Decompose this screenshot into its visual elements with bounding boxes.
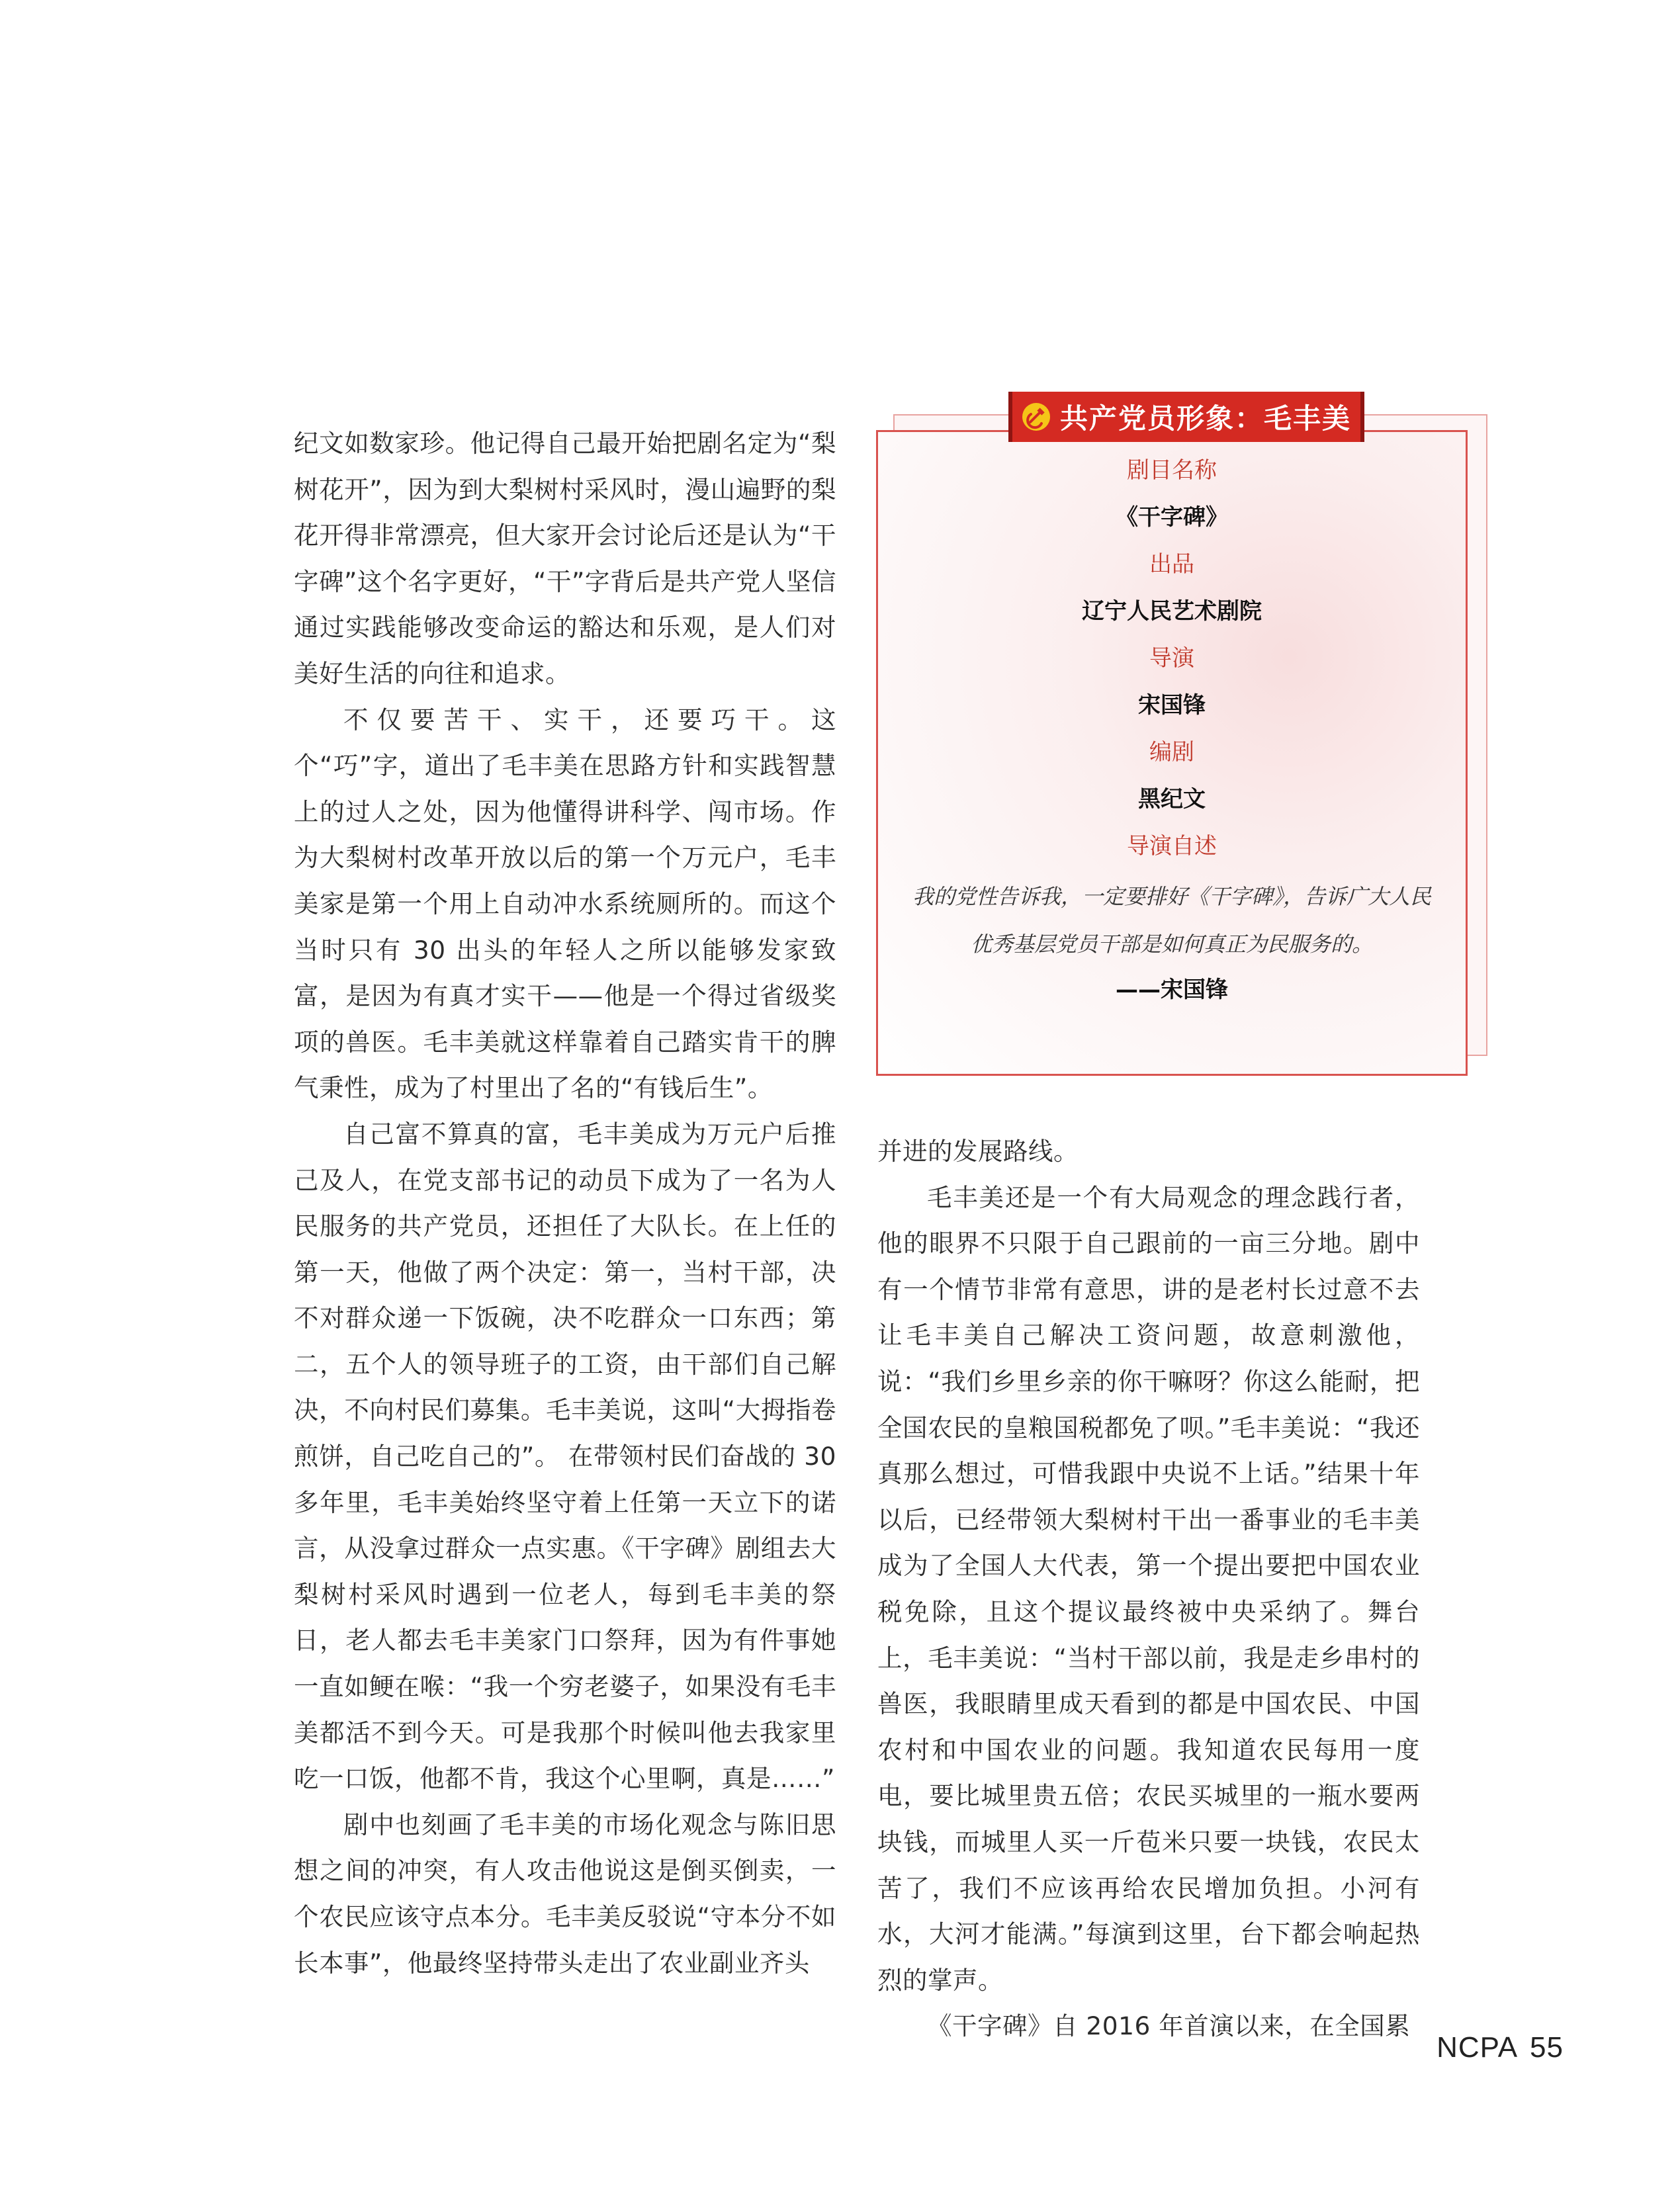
producer: 辽宁人民艺术剧院 bbox=[1082, 598, 1262, 625]
hammer-sickle-icon bbox=[1022, 402, 1051, 431]
director-label: 导演 bbox=[1149, 645, 1194, 672]
page-footer bbox=[1437, 2031, 1564, 2064]
play-name-label: 剧目名称 bbox=[1127, 457, 1217, 484]
paragraph: 毛丰美还是一个有大局观念的理念践行者，他的眼界不只限于自己跟前的一亩三分地。剧中有一个情节非常有意思，讲的是老村长过意不去让毛丰美自己解决工资问题，故意刺激他，说：“我们乡里乡亲的你干嘛呀？你这么能耐，把全国农民的皇粮国税都免了呗。”毛丰美说：“我还真那么想过，可惜我跟中央说不上话。”结果十年以后，已经带领大梨树村干出一番事业的毛丰美成为了全国人大代表，第一个提出要把中国农业税免除，且这个提议最终被中央采纳了。舞台上，毛丰美说：“当村干部以前，我是走乡串村的兽医，我眼睛里成天看到的都是中国农民、中国农村和中国农业的问题。我知道农民每用一度电，要比城里贵五倍；农民买城里的一瓶水要两块钱，而城里人买一斤苞米只要一块钱，农民太苦了，我们不应该再给农民增加负担。小河有水，大河才能满。”每演到这里，台下都会响起热烈的掌声。 bbox=[877, 1182, 1420, 1995]
right-column bbox=[877, 1129, 1420, 2050]
paragraph: 不仅要苦干、实干，还要巧干。这个“巧”字，道出了毛丰美在思路方针和实践智慧上的过人之处，因为他懂得讲科学、闯市场。作为大梨树村改革开放以后的第一个万元户，毛丰美家是第一个用上自动冲水系统厕所的。而这个当时只有 30 出头的年轻人之所以能够发家致富，是因为有真才实干——他是一个得过省级奖项的兽医。毛丰美就这样靠着自己踏实肯干的脾气秉性，成为了村里出了名的“有钱后生”。 bbox=[294, 705, 836, 1103]
sidebar-banner bbox=[1008, 392, 1364, 442]
sidebar-banner-title: 共产党员形象：毛丰美 bbox=[1059, 402, 1351, 435]
play-name: 《干字碑》 bbox=[1116, 504, 1228, 531]
writer-label: 编剧 bbox=[1149, 739, 1194, 766]
left-column bbox=[294, 421, 836, 1986]
paragraph: 并进的发展路线。 bbox=[877, 1137, 1079, 1166]
statement-signature: ——宋国锋 bbox=[1116, 977, 1228, 1003]
paragraph: 《干字碑》自 2016 年首演以来，在全国累 bbox=[927, 2011, 1411, 2041]
director: 宋国锋 bbox=[1138, 692, 1206, 719]
paragraph: 自己富不算真的富，毛丰美成为万元户后推己及人，在党支部书记的动员下成为了一名为人民服务的共产党员，还担任了大队长。在上任的第一天，他做了两个决定：第一，当村干部，决不对群众递一下饭碗，决不吃群众一口东西；第二，五个人的领导班子的工资，由干部们自己解决，不向村民们募集。毛丰美说，这叫“大拇指卷煎饼，自己吃自己的”。 在带领村民们奋战的 30 多年里，毛丰美始终坚守着上任第一天立下的诺言，从没拿过群众一点实惠。《干字碑》剧组去大梨树村采风时遇到一位老人，每到毛丰美的祭日，老人都去毛丰美家门口祭拜，因为有件事她一直如鲠在喉：“我一个穷老婆子，如果没有毛丰美都活不到今天。可是我那个时候叫他去我家里吃一口饭，他都不肯，我这个心里啊，真是……” bbox=[294, 1119, 836, 1794]
paragraph: 剧中也刻画了毛丰美的市场化观念与陈旧思想之间的冲突，有人攻击他说这是倒买倒卖，一个农民应该守点本分。毛丰美反驳说“守本分不如长本事”，他最终坚持带头走出了农业副业齐头 bbox=[294, 1810, 836, 1978]
sidebar-content bbox=[876, 447, 1468, 1012]
paragraph: 纪文如数家珍。他记得自己最开始把剧名定为“梨树花开”，因为到大梨树村采风时，漫山遍野的梨花开得非常漂亮，但大家开会讨论后还是认为“干字碑”这个名字更好，“干”字背后是共产党人坚信通过实践能够改变命运的豁达和乐观，是人们对美好生活的向往和追求。 bbox=[294, 429, 836, 688]
director-statement: 我的党性告诉我，一定要排好《干字碑》，告诉广大人民优秀基层党员干部是如何真正为民服务的。 bbox=[912, 884, 1431, 957]
writer: 黑纪文 bbox=[1138, 786, 1206, 812]
producer-label: 出品 bbox=[1149, 551, 1194, 578]
page-number: 55 bbox=[1530, 2031, 1564, 2064]
magazine-name: NCPA bbox=[1437, 2031, 1519, 2064]
statement-label: 导演自述 bbox=[1127, 833, 1217, 859]
